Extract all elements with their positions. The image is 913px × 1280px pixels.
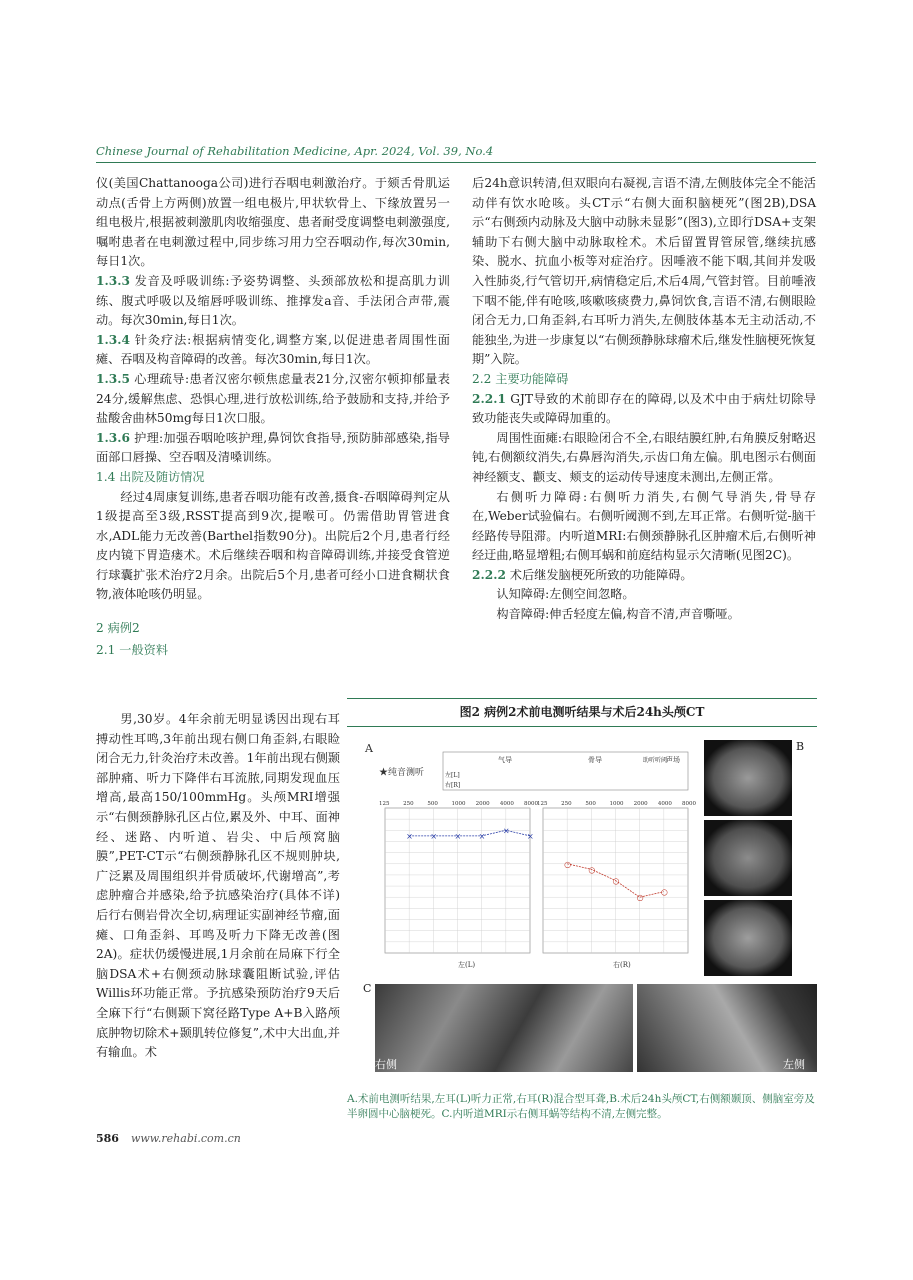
legend-pure-tone: ★纯音测听 <box>379 768 425 778</box>
tick-label: 250 <box>403 801 414 807</box>
section-1-3-6 <box>96 429 450 468</box>
section-1-3-3 <box>96 272 450 331</box>
data-point: × <box>454 831 462 841</box>
tick-label: 4000 <box>657 801 672 807</box>
section-text: 术后继发脑梗死所致的功能障碍。 <box>505 567 693 582</box>
mri-right-image <box>375 984 633 1072</box>
tick-label: 125 <box>379 801 390 807</box>
figure-caption: A.术前电测听结果,左耳(L)听力正常,右耳(R)混合型耳聋,B.术后24h头颅CT,右侧额颞顶、侧脑室旁及半卵圆中心脑梗死。C.内听道MRI示右侧耳蜗等结构不清,左侧完整。 <box>347 1093 815 1120</box>
table-header-air: 气导 <box>498 756 512 764</box>
section-number: 2.2.1 <box>472 391 506 406</box>
data-point: ○ <box>564 859 572 869</box>
paragraph: 男,30岁。4年余前无明显诱因出现右耳搏动性耳鸣,3年前出现右侧口角歪斜,右眼睑闭合无力,针灸治疗未改善。1年前出现右侧颞部肿痛、听力下降伴右耳流脓,同期发现血压增高,最高150/100mmHg。头颅MRI增强示“右侧颈静脉孔区占位,累及外、中耳、面神经、迷路、内听道、岩尖、中后颅窝脑膜”,PET-CT示“右侧颈静脉孔区不规则肿块,广泛累及周围组织并骨质破坏,代谢增高”,考虑肿瘤合并感染,给予抗感染治疗(具体不详)后行右侧岩骨次全切,病理证实副神经节瘤,面瘫、口角歪斜、耳鸣及听力下降无改善(图2A)。症状仍缓慢进展,1月余前在局麻下行全脑DSA术+右侧颈动脉球囊阻断试验,评估Willis环功能正常。予抗感染预防治疗9天后全麻下行“右侧颞下窝径路Type A+B入路颅底肿物切除术+颞肌转位修复”,术中大出血,并有输血。术 <box>96 712 340 1060</box>
figure-2 <box>347 698 817 727</box>
journal-name: Chinese Journal of Rehabilitation Medicine, <box>96 144 351 158</box>
section-text: 护理:加强吞咽呛咳护理,鼻饲饮食指导,预防肺部感染,指导面部口唇操、空吞咽及清嗓训练。 <box>96 430 450 465</box>
data-point: × <box>430 831 438 841</box>
section-number: 1.3.3 <box>96 273 130 288</box>
table-header-aided: 助听听阈 <box>643 757 668 764</box>
section-heading-1-4: 1.4 出院及随访情况 <box>96 469 205 484</box>
label-left-side: 左侧 <box>783 1058 805 1071</box>
section-text: 心理疏导:患者汉密尔顿焦虑量表21分,汉密尔顿抑郁量表24分,缓解焦虑、恐惧心理,进行放松训练,给予鼓励和支持,并给予盐酸舍曲林50mg每日1次口服。 <box>96 371 450 426</box>
row-left-label: 左[L] <box>445 772 460 779</box>
label-right-side: 右侧 <box>375 1058 397 1071</box>
paragraph: 构音障碍:伸舌轻度左偏,构音不清,声音嘶哑。 <box>496 607 740 622</box>
panel-label-c: C <box>363 982 372 995</box>
paragraph: 认知障碍:左侧空间忽略。 <box>496 587 635 602</box>
data-point: × <box>478 831 486 841</box>
panel-label-b: B <box>796 740 805 753</box>
tick-label: 250 <box>561 801 572 807</box>
tick-label: 500 <box>427 801 438 807</box>
audiogram-panel <box>363 738 697 970</box>
tick-label: 2000 <box>633 801 648 807</box>
ct-slice <box>704 900 792 976</box>
tick-label: 4000 <box>499 801 514 807</box>
data-point: ○ <box>660 887 668 897</box>
page-number: 586 <box>96 1132 119 1145</box>
section-text: 发音及呼吸训练:予姿势调整、头颈部放松和提高肌力训练、腹式呼吸以及缩唇呼吸训练、推撑发a音、手法闭合声带,震动。每次30min,每日1次。 <box>96 273 450 328</box>
left-column <box>96 174 450 660</box>
ct-slice <box>704 740 792 816</box>
section-number: 1.3.6 <box>96 430 130 445</box>
ear-label-right: 右(R) <box>613 961 631 969</box>
data-point: × <box>406 831 413 841</box>
section-text: 针灸疗法:根据病情变化,调整方案,以促进患者周围性面瘫、吞咽及构音障碍的改善。每次30min,每日1次。 <box>96 332 450 367</box>
tick-label: 2000 <box>475 801 490 807</box>
paragraph: 后24h意识转清,但双眼向右凝视,言语不清,左侧肢体完全不能活动伴有饮水呛咳。头CT示“右侧大面积脑梗死”(图2B),DSA示“右侧颈内动脉及大脑中动脉未显影”(图3),立即行DSA+支架辅助下右侧大脑中动脉取栓术。术后留置胃管尿管,继续抗感染、脱水、抗血小板等对症治疗。因唾液不能下咽,其间并发吸入性肺炎,行气管切开,病情稳定后,术后4周,气管封管。目前唾液下咽不能,伴有呛咳,咳嗽咳痰费力,鼻饲饮食,言语不清,右侧眼睑闭合无力,口角歪斜,右耳听力消失,左侧肢体基本无主动活动,不能独坐,为进一步康复以“右侧颈静脉球瘤术后,继发性脑梗死恢复期”入院。 <box>472 176 816 367</box>
section-heading-2-2: 2.2 主要功能障碍 <box>472 371 569 386</box>
case-2-heading: 2 病例2 <box>96 621 140 636</box>
paragraph: 仪(美国Chattanooga公司)进行吞咽电刺激治疗。于颏舌骨肌运动点(舌骨上方两侧)放置一组电极片,甲状软骨上、下缘放置另一组电极片,根据被刺激肌肉收缩强度、患者耐受度调整电刺激强度,嘱咐患者在电刺激过程中,同步练习用力空吞咽动作,每次30min,每日1次。 <box>96 176 450 269</box>
data-point: ○ <box>588 865 596 875</box>
tick-label: 1000 <box>451 801 466 807</box>
tick-label: 8000 <box>524 801 538 807</box>
site-url: www.rehabi.com.cn <box>130 1132 241 1145</box>
paragraph: 周围性面瘫:右眼睑闭合不全,右眼结膜红肿,右角膜反射略迟钝,右侧额纹消失,右鼻唇沟消失,示齿口角左偏。肌电图示右侧面神经额支、颧支、颊支的运动传导速度未测出,左侧正常。 <box>472 430 816 484</box>
right-column <box>472 174 816 625</box>
tick-label: 500 <box>585 801 596 807</box>
left-column-narrow <box>96 710 340 1063</box>
table-header-field: 声场 <box>666 756 680 764</box>
ear-label-left: 左(L) <box>458 961 476 969</box>
row-right-label: 右[R] <box>445 782 461 789</box>
series-line <box>409 830 530 836</box>
section-1-3-5 <box>96 370 450 429</box>
data-point: × <box>527 831 534 841</box>
page-footer <box>96 1132 241 1145</box>
section-number: 2.2.2 <box>472 567 506 582</box>
tick-label: 8000 <box>682 801 696 807</box>
data-point: ○ <box>612 876 620 886</box>
section-2-2-2 <box>472 566 816 586</box>
issue-info: Apr. 2024, Vol. 39, No.4 <box>350 144 494 158</box>
section-2-2-1 <box>472 390 816 429</box>
running-header <box>96 144 493 158</box>
paragraph: 右侧听力障碍:右侧听力消失,右侧气导消失,骨导存在,Weber试验偏右。右侧听阈测不到,左耳正常。右侧听觉-脑干经路传导阻滞。内听道MRI:右侧颈静脉孔区肿瘤术后,右侧听神经迂曲,略显增粗;右侧耳蜗和前庭结构显示欠清晰(见图2C)。 <box>472 489 816 563</box>
ct-slice <box>704 820 792 896</box>
panel-label-a: A <box>365 742 373 755</box>
ct-panel <box>702 740 814 980</box>
tick-label: 1000 <box>609 801 624 807</box>
tick-label: 125 <box>537 801 548 807</box>
mri-panel <box>363 982 817 1074</box>
section-number: 1.3.5 <box>96 371 130 386</box>
table-header-bone: 骨导 <box>588 756 602 764</box>
paragraph: 经过4周康复训练,患者吞咽功能有改善,摄食-吞咽障碍判定从1级提高至3级,RSST提高到9次,提喉可。仍需借助胃管进食水,ADL能力无改善(Barthel指数90分)。出院后2个月,患者行经皮内镜下胃造瘘术。术后继续吞咽和构音障碍训练,并接受食管逆行球囊扩张术治疗2月余。出院后5个月,患者可经小口进食糊状食物,液体呛咳仍明显。 <box>96 489 450 602</box>
chart-left-ear <box>379 801 538 953</box>
data-point: ○ <box>636 893 644 903</box>
data-point: × <box>502 826 510 836</box>
section-heading-2-1: 2.1 一般资料 <box>96 642 169 657</box>
section-1-3-4 <box>96 331 450 370</box>
header-rule <box>96 162 816 163</box>
section-number: 1.3.4 <box>96 332 130 347</box>
chart-right-ear <box>537 801 696 953</box>
section-text: GJT导致的术前即存在的障碍,以及术中由于病灶切除导致功能丧失或障碍加重的。 <box>472 391 816 426</box>
figure-title: 图2 病例2术前电测听结果与术后24h头颅CT <box>347 698 817 727</box>
